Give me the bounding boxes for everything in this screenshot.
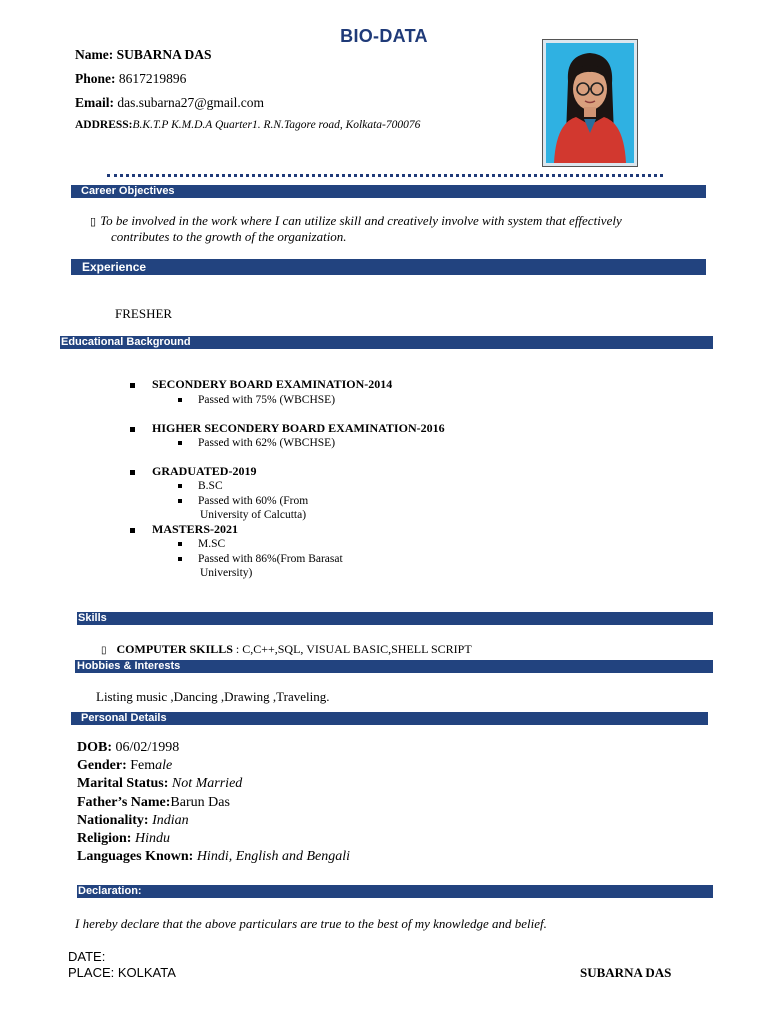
edu-detail: Passed with 86%(From Barasat [178,552,343,567]
personal-details-list [77,739,350,866]
father-line: Father’s Name:Barun Das [77,794,230,810]
email-line [75,95,264,111]
square-bullet-icon [178,441,182,445]
marital-line: Marital Status: Not Married [77,776,243,792]
date-label: DATE: [68,949,106,964]
address-label: ADDRESS: [75,119,133,131]
phone-value: 8617219896 [118,71,187,86]
gender-line: Gender: Female [77,758,173,774]
edu-detail-cont: University) [200,567,253,579]
email-value: das.subarna27@gmail.com [117,95,265,110]
square-bullet-icon [178,542,182,546]
square-bullet-icon [130,383,135,388]
dob-line: DOB: 06/02/1998 [77,740,180,755]
nationality-line: Nationality: Indian [77,812,189,828]
edu-detail: Passed with 75% (WBCHSE) [178,393,335,408]
hobbies-text: Listing music ,Dancing ,Drawing ,Traveling. [96,689,330,704]
profile-photo [542,39,638,167]
languages-line: Languages Known: Hindi, English and Bengali [77,849,351,865]
edu-item-4 [130,522,238,537]
name-value: SUBARNA DAS [116,47,212,62]
skills-label: COMPUTER SKILLS [116,642,233,656]
section-personal-details: Personal Details [71,712,708,725]
phone-line [75,71,186,87]
skills-value: : C,C++,SQL, VISUAL BASIC,SHELL SCRIPT [232,642,472,656]
page-title: BIO-DATA [340,26,428,46]
section-experience: Experience [71,259,706,275]
edu-detail: Passed with 62% (WBCHSE) [178,436,335,451]
edu-item-2 [130,421,445,436]
signature-name: SUBARNA DAS [580,965,672,980]
section-declaration: Declaration: [77,885,713,898]
edu-title: HIGHER SECONDERY BOARD EXAMINATION-2016 [152,421,445,435]
career-text-line-2: contributes to the growth of the organization. [111,229,347,244]
address-value: B.K.T.P K.M.D.A Quarter1. R.N.Tagore road, Kolkata-700076 [132,119,421,131]
edu-detail: Passed with 60% (From [178,494,308,509]
section-educational-background: Educational Background [60,336,713,349]
edu-title: SECONDERY BOARD EXAMINATION-2014 [152,377,393,391]
square-bullet-icon [178,398,182,402]
portrait-illustration [546,43,634,163]
phone-label: Phone: [75,71,116,86]
religion-line: Religion: Hindu [77,831,170,847]
edu-item-1 [130,377,392,392]
career-text-1: To be involved in the work where I can utilize skill and creatively involve with system that effectively [100,213,622,228]
place-label: PLACE: KOLKATA [68,965,176,980]
edu-item-3 [130,464,256,479]
name-line [75,47,212,63]
square-bullet-icon [178,557,182,561]
square-bullet-icon [178,499,182,503]
section-skills: Skills [77,612,713,625]
square-bullet-icon [130,470,135,475]
square-bullet-icon [130,528,135,533]
edu-title: GRADUATED-2019 [152,464,257,478]
box-bullet-icon: ▯ [90,216,97,228]
email-label: Email: [75,95,114,110]
address-line [75,119,420,131]
divider-dotted [107,174,663,177]
section-career-objectives: Career Objectives [71,185,706,198]
square-bullet-icon [178,484,182,488]
square-bullet-icon [130,427,135,432]
experience-text: FRESHER [115,306,173,321]
edu-detail: M.SC [178,537,225,552]
edu-detail: B.SC [178,479,223,494]
skills-line [101,642,472,657]
box-bullet-icon: ▯ [101,645,107,656]
edu-detail-cont: University of Calcutta) [200,509,307,521]
edu-title: MASTERS-2021 [152,522,239,536]
declaration-text: I hereby declare that the above particulars are true to the best of my knowledge and belief. [75,916,547,931]
career-text-line-1 [90,213,622,229]
section-hobbies: Hobbies & Interests [75,660,713,673]
name-label: Name: [75,47,114,62]
